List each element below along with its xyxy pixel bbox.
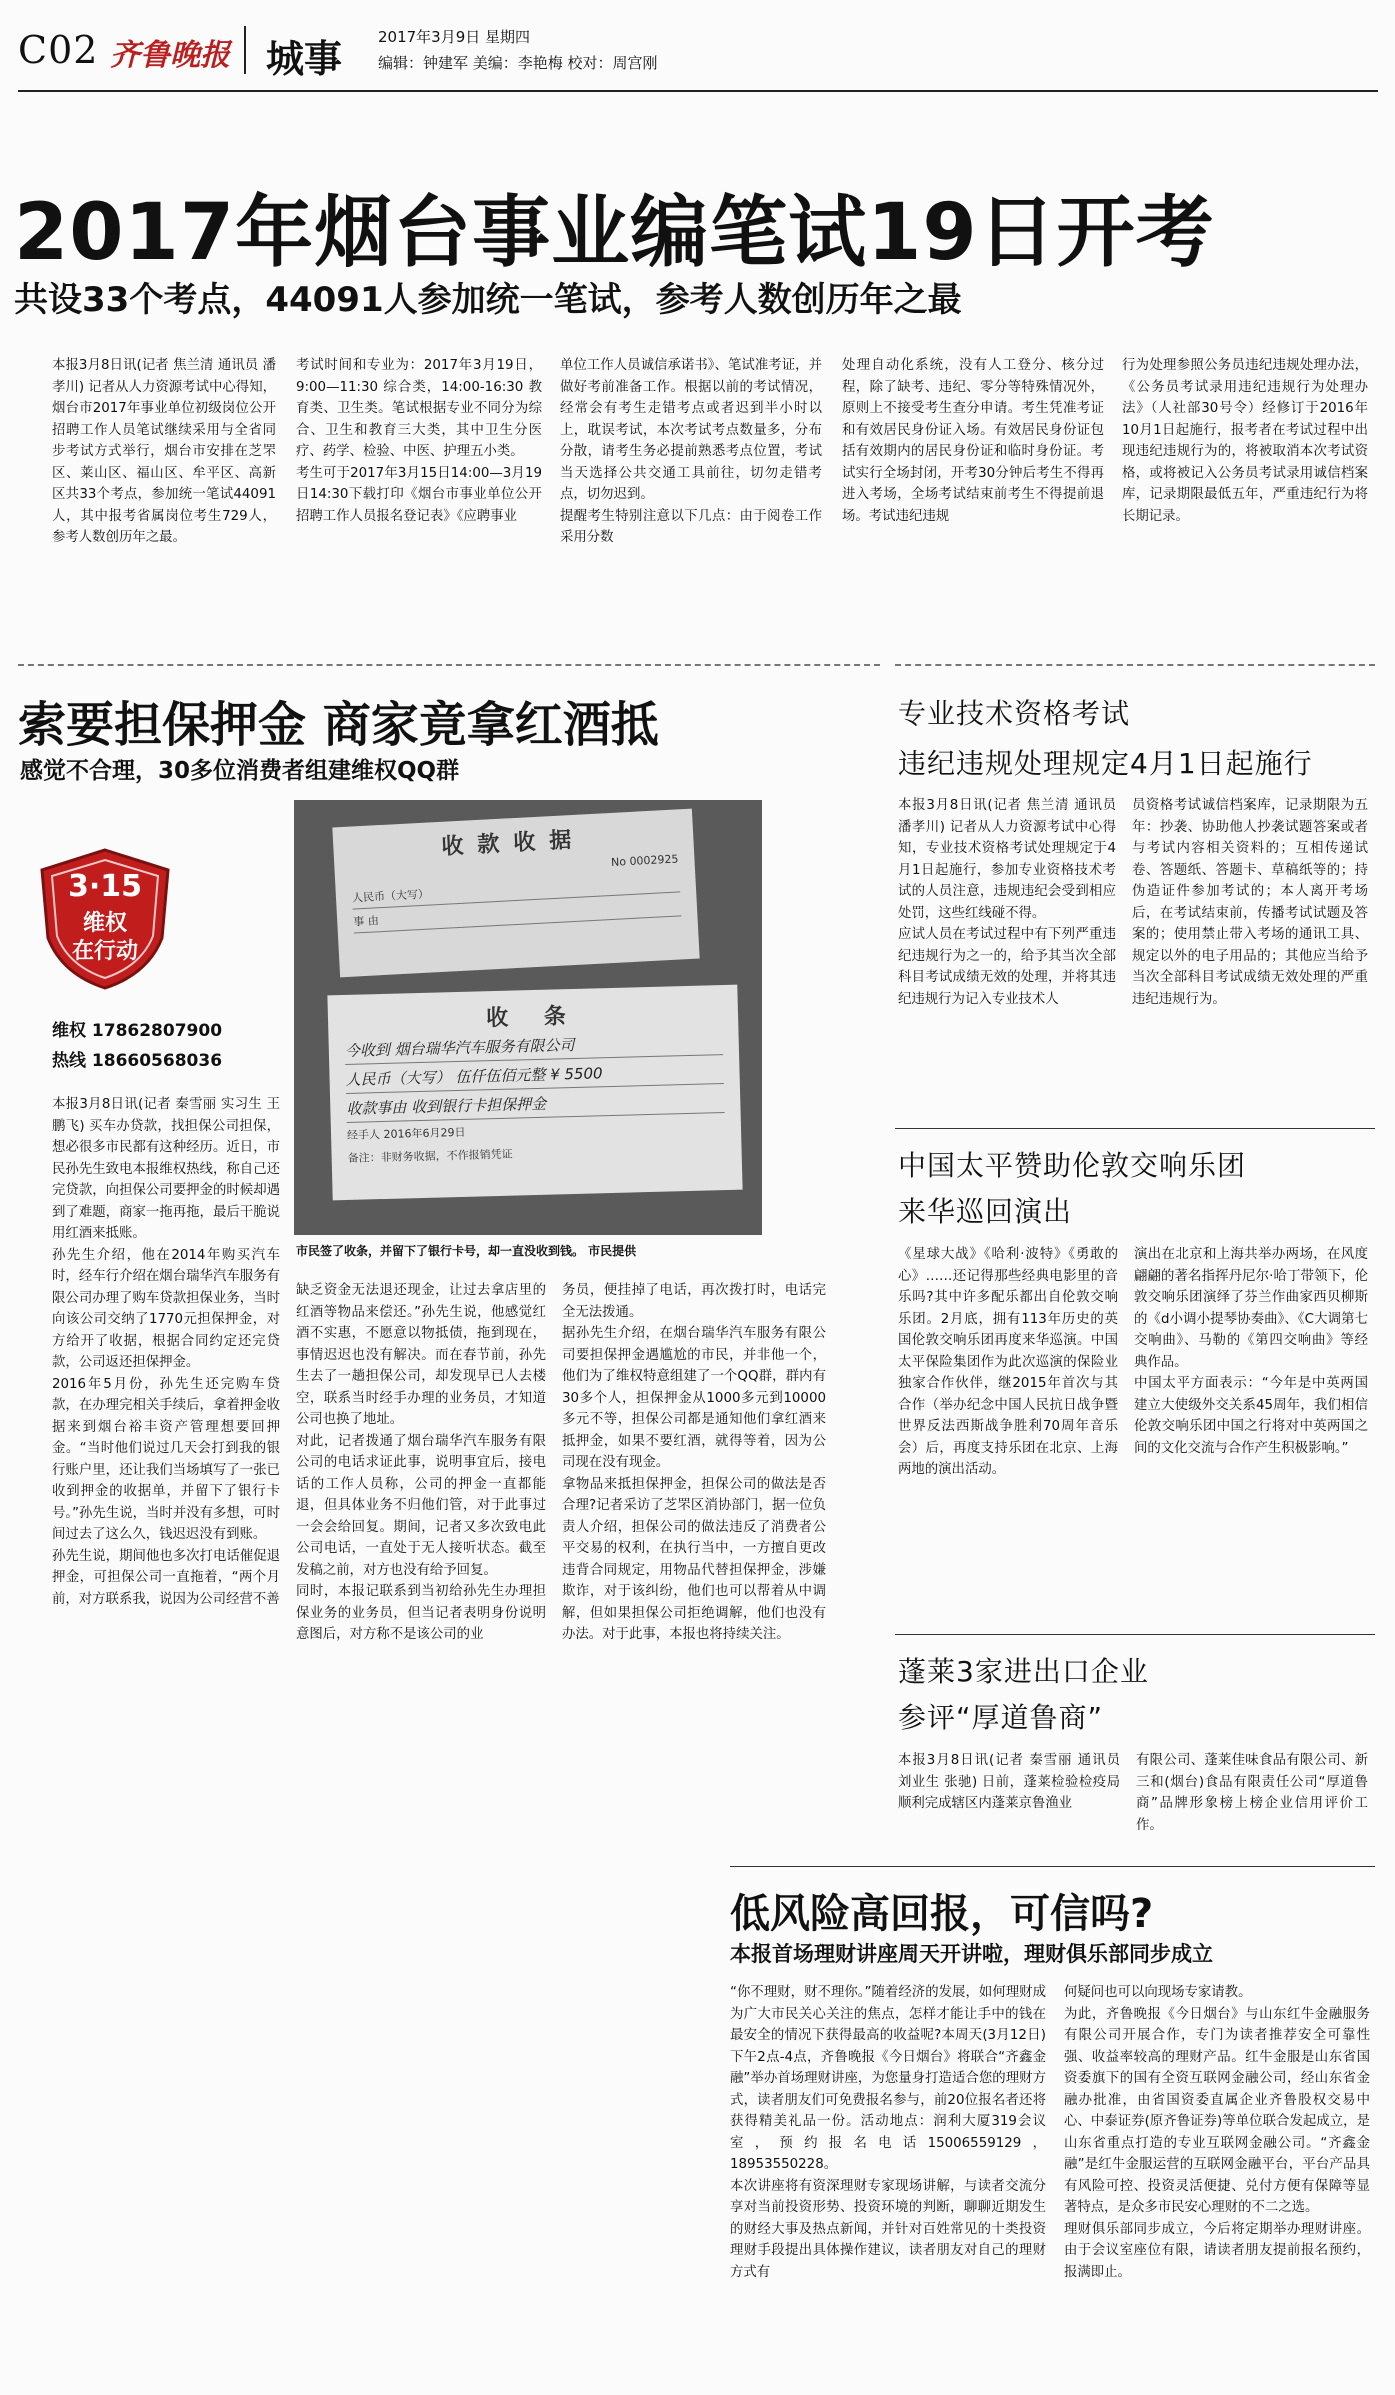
page-number: C02	[18, 28, 99, 72]
receipt-2-row: 今收到 烟台瑞华汽车服务有限公司	[344, 1035, 575, 1060]
consumer-rights-badge-icon	[36, 846, 174, 991]
lead-subheadline: 共设33个考点，44091人参加统一笔试，参考人数创历年之最	[14, 280, 962, 320]
orchestra-headline-2: 来华巡回演出	[898, 1195, 1073, 1228]
finance-column-1: “你不理财，财不理你。”随着经济的发展，如何理财成为广大市民关心关注的焦点，怎样才能让手中的钱在最安全的情况下获得最高的收益呢?本周天(3月12日)下午2点-4点，齐鲁晚报《今日烟台》将联合“齐鑫金融”举办首场理财讲座，为您量身打造适合您的理财方式，读者朋友们可免费报名参与，前20位报名者还将获得精美礼品一份。活动地点：润利大厦319会议室，预约报名电话15006559129，18953550228。 本次讲座将有资深理财专家现场讲解，与读者交流分享对当前投资形势、投资环境的判断，聊聊近期发生的财经大事及热点新闻，并针对百姓常见的十类投资理财手段提出具体操作建议，读者朋友对自己的理财方式有	[730, 1985, 1046, 2280]
wine-column-2: 缺乏资金无法退还现金，让过去拿店里的红酒等物品来偿还。”孙先生说，他感觉红酒不实惠，不愿意以物抵债，拖到现在，事情迟迟也没有解决。而在春节前，孙先生去了一趟担保公司，却发现早已人去楼空，联系当时经手办理的业务员，才知道公司也换了地址。 对此，记者拨通了烟台瑞华汽车服务有限公司的电话求证此事，说明事宜后，接电话的工作人员称，公司的押金一直都能退，但具体业务不归他们管，对于此事过一会会给回复。期间，记者又多次致电此公司电话，一直处于无人接听状态。截至发稿之前，对方也没有给予回复。 同时，本报记联系到当初给孙先生办理担保业务的业务员，但当记者表明身份说明意图后，对方称不是该公司的业	[296, 1283, 546, 1642]
receipt-2-row: 备注：非财务收据，不作报销凭证	[347, 1147, 513, 1165]
header-divider	[244, 26, 246, 74]
wine-column-3: 务员，便挂掉了电话，再次拨打时，电话完全无法拨通。 据孙先生介绍，在烟台瑞华汽车服务有限公司要担保押金遇尴尬的市民，并非他一个，他们为了维权特意组建了一个QQ群，群内有30多个人，担保押金从1000多元到10000多元不等，担保公司都是通知他们拿红酒来抵押金，如果不要红酒，就得等着，因为公司现在没有现金。 拿物品来抵担保押金，担保公司的做法是否合理?记者采访了芝罘区消协部门，据一位负责人介绍，担保公司的做法违反了消费者公平交易的权利，在执行当中，一方擅自更改违背合同规定，用物品代替担保押金，涉嫌欺诈，对于该纠纷，他们也可以帮着从中调解，但如果担保公司拒绝调解，他们也没有办法。对于此事，本报也将持续关注。	[562, 1283, 826, 1642]
badge-line-2: 在行动	[71, 939, 139, 964]
penglai-column-2: 有限公司、蓬莱佳味食品有限公司、新三和(烟台)食品有限责任公司“厚道鲁商”品牌形象榜上榜企业信用评价工作。	[1136, 1753, 1368, 1833]
finance-headline: 低风险高回报，可信吗?	[730, 1891, 1154, 1937]
photo-caption: 市民签了收条，并留下了银行卡号，却一直没收到钱。 市民提供	[296, 1244, 637, 1258]
lead-column-5: 行为处理参照公务员违纪违规处理办法，《公务员考试录用违纪违规行为处理办法》（人社部30号令）经修订于2016年10月1日起施行，报考者在考试过程中出现违纪违规行为的，将被取消本次考试资格，或将被记入公务员考试录用诚信档案库，记录期限最低五年，严重违纪行为将长期记录。	[1122, 358, 1368, 524]
newspaper-logo: 齐鲁晚报	[110, 38, 230, 73]
section-name: 城事	[266, 36, 343, 81]
section-divider	[895, 1634, 1375, 1635]
orchestra-column-1: 《星球大战》《哈利·波特》《勇敢的心》……还记得那些经典电影里的音乐吗?其中许多配乐都出自伦敦交响乐团。2月底，拥有113年历史的英国伦敦交响乐团再度来华巡演。中国太平保险集团作为此次巡演的保险业独家合作伙伴，继2015年首次与其合作（举办纪念中国人民抗日战争暨世界反法西斯战争胜利70周年音乐会）后，再度支持乐团在北京、上海两地的演出活动。	[898, 1247, 1118, 1477]
exam-column-2: 员资格考试诚信档案库，记录期限为五年：抄袭、协助他人抄袭试题答案或者与考试内容相关资料的；互相传递试卷、答题纸、答题卡、草稿纸等的；持伪造证件参加考试的；本人离开考场后，在考试结束前，传播考试试题及答案的；使用禁止带入考场的通讯工具、规定以外的电子用品的；其他应当给予当次全部科目考试成绩无效处理的严重违纪违规行为。	[1132, 798, 1368, 1007]
wine-column-1: 本报3月8日讯(记者 秦雪丽 实习生 王鹏飞) 买车办贷款，找担保公司担保，想必很多市民都有这种经历。近日，市民孙先生致电本报维权热线，称自己还完贷款，向担保公司要押金的时候却遇到了难题，商家一拖再拖，最后干脆说用红酒来抵账。 孙先生介绍，他在2014年购买汽车时，经车行介绍在烟台瑞华汽车服务有限公司办理了购车贷款担保业务，当时向该公司交纳了1770元担保押金，对方给开了收据，根据合同约定还完贷款，公司返还担保押金。 2016年5月份，孙先生还完购车贷款，在办理完相关手续后，拿着押金收据来到烟台裕丰资产管理想要回押金。“当时他们说过几天会打到我的银行账户里，还让我们当场填写了一张已收到押金的收据单，并留下了银行卡号。”孙先生说，当时并没有多想，可时间过去了这么久，钱迟迟没有到账。 孙先生说，期间他也多次打电话催促退押金，可担保公司一直拖着，“两个月前，对方联系我，说因为公司经营不善	[52, 1097, 280, 1607]
exam-column-1: 本报3月8日讯(记者 焦兰清 通讯员 潘孝川) 记者从人力资源考试中心得知，专业技术资格考试处理规定于4月1日起施行，参加专业资格技术考试的人员注意，违规违纪会受到相应处罚，这些红线碰不得。 应试人员在考试过程中有下列严重违纪违规行为之一的，给予其当次全部科目考试成绩无效的处理，并将其违纪违规行为记入专业技术人	[898, 798, 1116, 1007]
penglai-column-1: 本报3月8日讯(记者 秦雪丽 通讯员 刘业生 张驰) 日前，蓬莱检验检疫局顺利完成辖区内蓬莱京鲁渔业	[898, 1753, 1120, 1811]
receipt-1-row: 人民币（大写）	[351, 887, 430, 905]
receipt-1	[332, 809, 699, 978]
section-divider	[895, 1128, 1375, 1129]
receipt-1-title: 收款收据	[440, 827, 586, 860]
receipt-2-title: 收 条	[485, 1003, 581, 1032]
receipt-2	[327, 985, 742, 1201]
finance-subheadline: 本报首场理财讲座周天开讲啦，理财俱乐部同步成立	[730, 1942, 1213, 1966]
lead-headline: 2017年烟台事业编笔试19日开考	[14, 188, 1215, 278]
section-divider	[18, 664, 880, 666]
lead-column-4: 处理自动化系统，没有人工登分、核分过程，除了缺考、违纪、零分等特殊情况外，原则上不接受考生查分申请。考生凭准考证和有效居民身份证入场。有效居民身份证包括有效期内的居民身份证和临时身份证。考试实行全场封闭，开考30分钟后考生不得再进入考场，全场考试结束前考生不得提前退场。考试违纪违规	[842, 358, 1104, 524]
editor-credits: 编辑：钟建军 美编：李艳梅 校对：周宫刚	[378, 54, 658, 72]
orchestra-headline: 中国太平赞助伦敦交响乐团	[898, 1149, 1247, 1182]
hotline-tel: 热线 18660568036	[52, 1051, 223, 1071]
wine-subheadline: 感觉不合理，30多位消费者组建维权QQ群	[20, 758, 460, 784]
orchestra-column-2: 演出在北京和上海共举办两场，在风度翩翩的著名指挥丹尼尔·哈丁带领下，伦敦交响乐团演绎了芬兰作曲家西贝柳斯的《d小调小提琴协奏曲》、《C大调第七交响曲》、马勒的《第四交响曲》等经典作品。 中国太平方面表示：“今年是中英两国建立大使级外交关系45周年，我们相信伦敦交响乐团中国之行将对中英两国之间的文化交流与合作产生积极影响。”	[1134, 1247, 1368, 1456]
finance-column-2: 何疑问也可以向现场专家请教。 为此，齐鲁晚报《今日烟台》与山东红牛金融服务有限公司开展合作，专门为读者推荐安全可靠性强、收益率较高的理财产品。红牛金服是山东省国资委旗下的国有全资互联网金融公司，经山东省金融办批准，由省国资委直属企业齐鲁股权交易中心、中泰证券(原齐鲁证券)等单位联合发起成立，是山东省重点打造的专业互联网金融公司。“齐鑫金融”是红牛金服运营的互联网金融平台，平台产品具有风险可控、投资灵活便捷、兑付方便有保障等显著特点，是众多市民安心理财的不二之选。 理财俱乐部同步成立，今后将定期举办理财讲座。由于会议室座位有限，请读者朋友提前报名预约，报满即止。	[1064, 1985, 1370, 2280]
wine-headline: 索要担保押金 商家竟拿红酒抵	[18, 697, 659, 753]
section-divider	[895, 664, 1375, 666]
receipt-2-row: 收款事由 收到银行卡担保押金	[346, 1094, 547, 1118]
penglai-headline-2: 参评“厚道鲁商”	[898, 1701, 1104, 1734]
exam-headline: 专业技术资格考试	[898, 697, 1131, 730]
receipt-1-row: 事 由	[352, 914, 380, 929]
issue-date: 2017年3月9日 星期四	[378, 28, 531, 46]
receipt-photo	[294, 800, 762, 1235]
exam-subheadline: 违纪违规处理规定4月1日起施行	[898, 747, 1313, 780]
hotline-rights: 维权 17862807900	[52, 1021, 223, 1041]
receipt-1-number: No 0002925	[610, 852, 679, 869]
lead-column-2: 考试时间和专业为：2017年3月19日，9:00—11:30 综合类，14:00-16:30 教育类、卫生类。笔试根据专业不同分为综合、卫生和教育三大类，其中卫生分医疗、药学、检验、中医、护理五小类。 考生可于2017年3月15日14:00—3月19日14:30下载打印《烟台市事业单位公开招聘工作人员报名登记表》《应聘事业	[296, 358, 542, 524]
lead-column-1: 本报3月8日讯(记者 焦兰清 通讯员 潘孝川) 记者从人力资源考试中心得知，烟台市2017年事业单位初级岗位公开招聘工作人员笔试继续采用与全省同步考试方式举行，烟台市安排在芝罘区、莱山区、福山区、牟平区、高新区共33个考点，参加统一笔试44091人，其中报考省属岗位考生729人，参考人数创历年之最。	[52, 358, 276, 545]
receipt-2-row: 经手人 2016年6月29日	[346, 1125, 466, 1142]
badge-number: 3·15	[67, 869, 143, 904]
section-divider	[730, 1866, 1375, 1867]
penglai-headline: 蓬莱3家进出口企业	[898, 1655, 1149, 1688]
lead-column-3: 单位工作人员诚信承诺书》、笔试准考证，并做好考前准备工作。根据以前的考试情况，经常会有考生走错考点或者迟到半小时以上，耽误考试，本次考试考点数量多，分布分散，请考生务必提前熟悉考点位置，考试当天选择公共交通工具前往，切勿走错考点，切勿迟到。 提醒考生特别注意以下几点：由于阅卷工作采用分数	[560, 358, 822, 545]
badge-line-1: 维权	[82, 911, 128, 936]
header-rule	[18, 90, 1378, 92]
receipt-2-row: 人民币（大写） 伍仟伍佰元整 ¥ 5500	[345, 1064, 603, 1089]
